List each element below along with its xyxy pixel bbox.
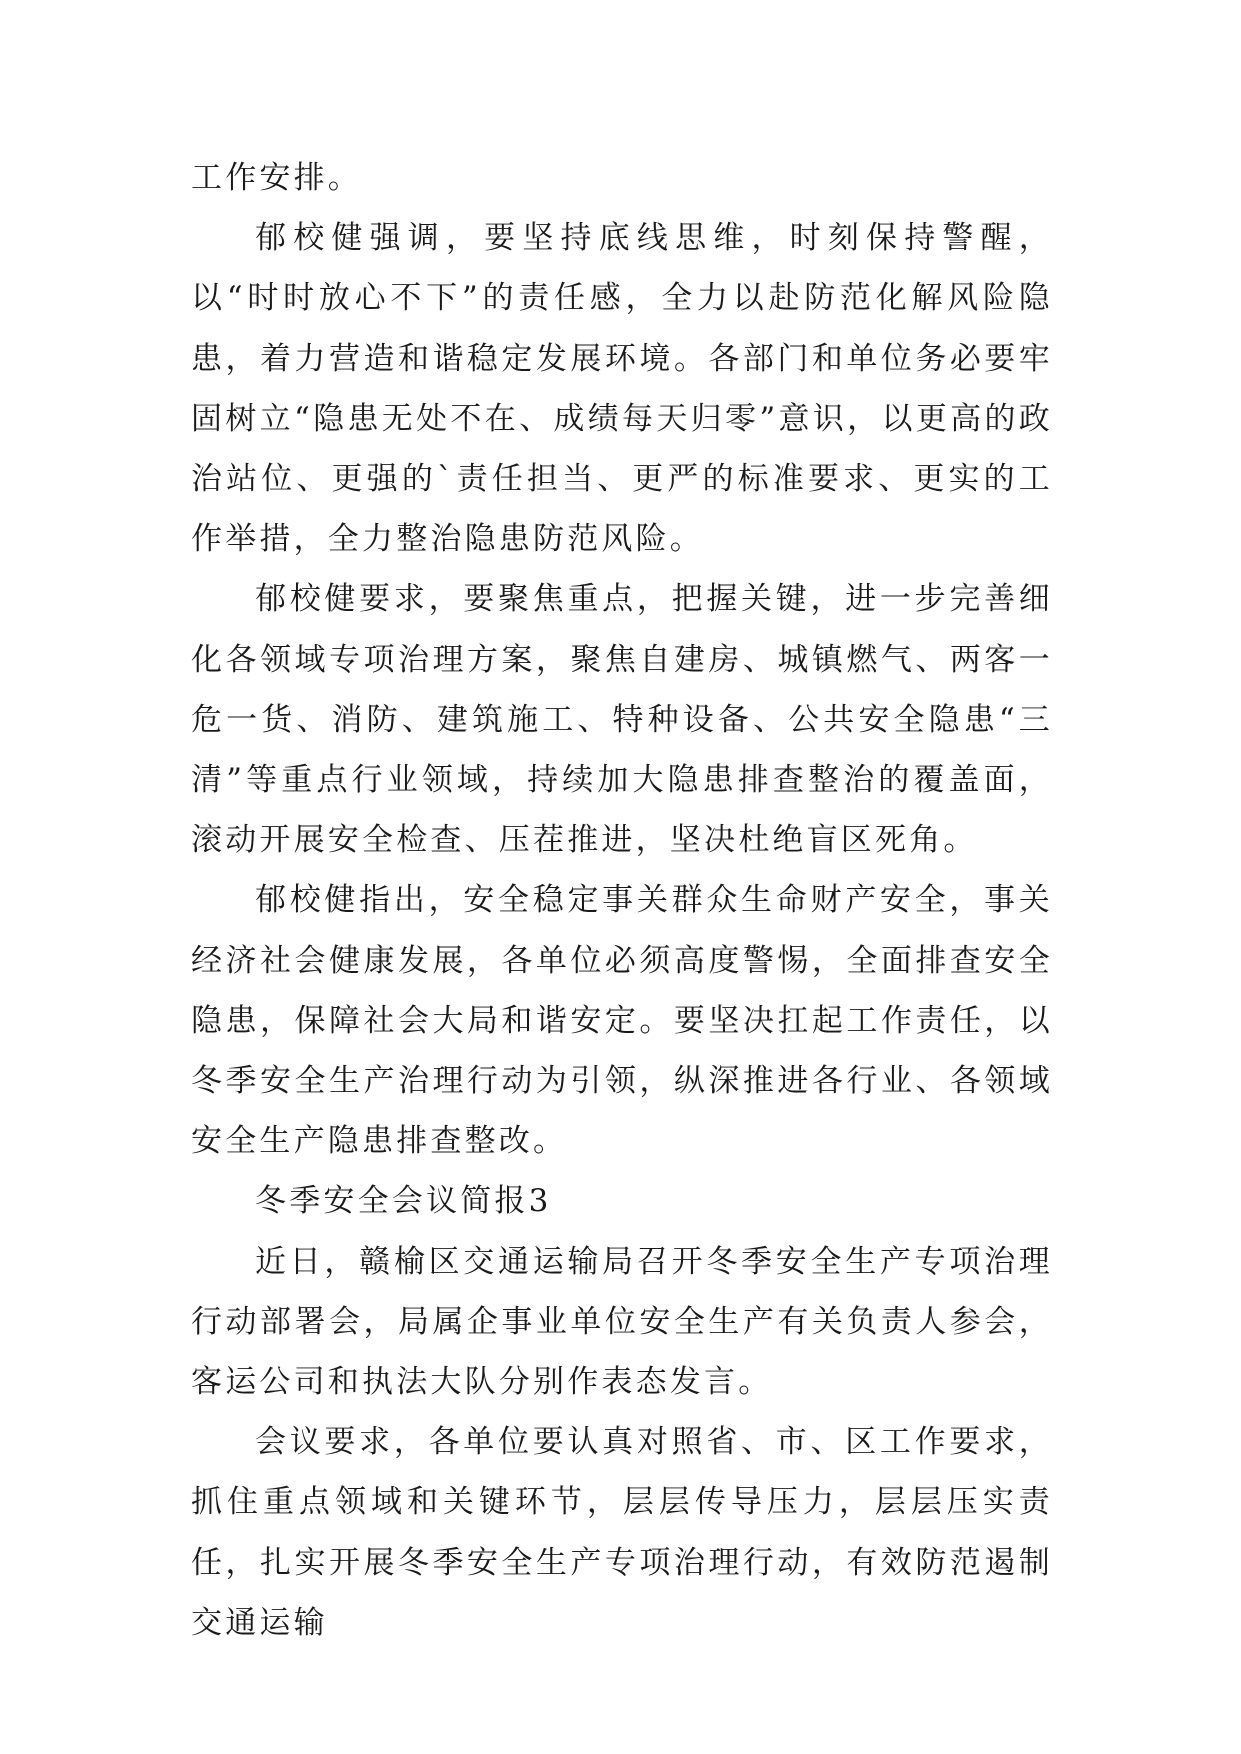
- section-heading: 冬季安全会议简报3: [255, 1183, 552, 1220]
- paragraph: 近日，赣榆区交通运输局召开冬季安全生产专项治理行动部署会，局属企事业单位安全生产有关负责人参会，客运公司和执法大队分别作表态发言。: [191, 1243, 1053, 1401]
- paragraph: 会议要求，各单位要认真对照省、市、区工作要求，抓住重点领域和关键环节，层层传导压力，层层压实责任，扎实开展冬季安全生产专项治理行动，有效防范遏制交通运输: [191, 1424, 1053, 1641]
- paragraph: 郁校健强调，要坚持底线思维，时刻保持警醒，以“时时放心不下”的责任感，全力以赴防范化解风险隐患，着力营造和谐稳定发展环境。各部门和单位务必要牢固树立“隐患无处不在、成绩每天归零”意识，以更高的政治站位、更强的`责任担当、更严的标准要求、更实的工作举措，全力整治隐患防范风险。: [191, 220, 1053, 558]
- paragraph: 郁校健指出，安全稳定事关群众生命财产安全，事关经济社会健康发展，各单位必须高度警惕，全面排查安全隐患，保障社会大局和谐安定。要坚决扛起工作责任，以冬季安全生产治理行动为引领，纵深推进各行业、各领域安全生产隐患排查整改。: [191, 882, 1053, 1160]
- paragraph: 郁校健要求，要聚焦重点，把握关键，进一步完善细化各领域专项治理方案，聚焦自建房、城镇燃气、两客一危一货、消防、建筑施工、特种设备、公共安全隐患“三清”等重点行业领域，持续加大隐患排查整治的覆盖面，滚动开展安全检查、压茬推进，坚决杜绝盲区死角。: [191, 581, 1053, 859]
- paragraph-continuation: 工作安排。: [191, 160, 362, 196]
- document-body: [191, 148, 1053, 1653]
